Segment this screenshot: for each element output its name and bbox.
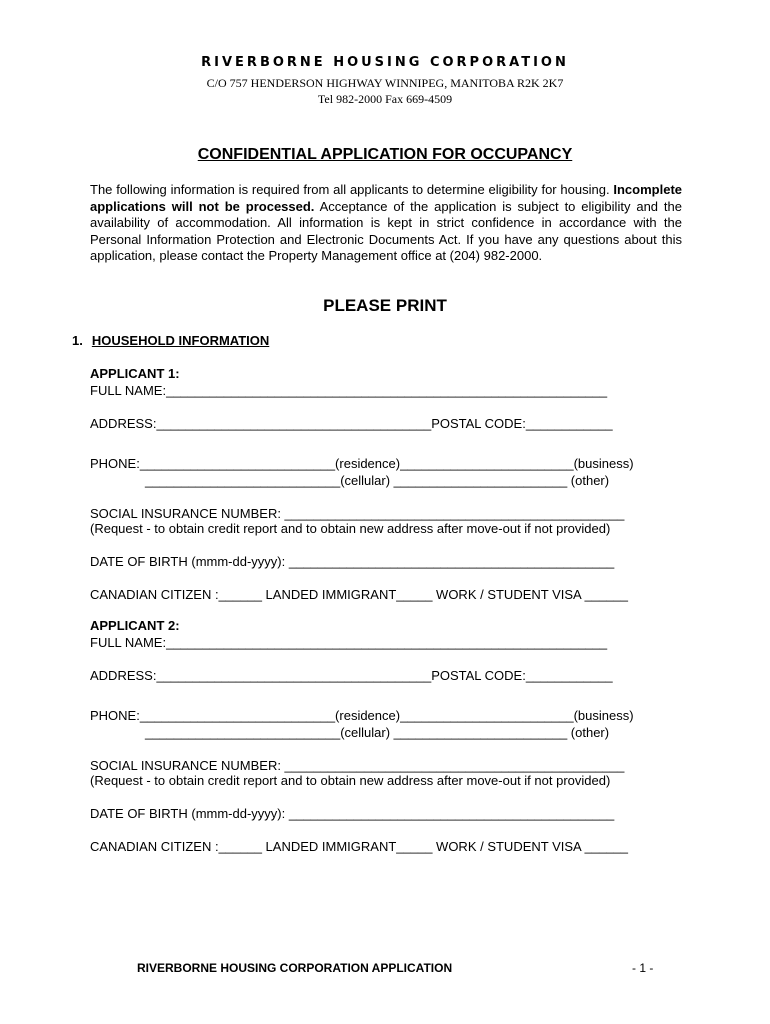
applicant2-phone-cell-field[interactable]: ___________________________(cellular) ________________________ (other): [145, 725, 610, 740]
applicant1-sin-note: (Request - to obtain credit report and to obtain new address after move-out if not provided): [90, 521, 611, 536]
applicant1-phone-cell-field[interactable]: ___________________________(cellular) ________________________ (other): [145, 473, 610, 488]
corporation-address: C/O 757 HENDERSON HIGHWAY WINNIPEG, MANITOBA R2K 2K7: [206, 76, 564, 90]
applicant2-dob-field[interactable]: DATE OF BIRTH (mmm-dd-yyyy): _____________________________________________: [90, 806, 615, 821]
section-title: HOUSEHOLD INFORMATION: [91, 333, 270, 348]
intro-paragraph: [90, 182, 682, 265]
applicant2-status-field[interactable]: CANADIAN CITIZEN :______ LANDED IMMIGRANT_____ WORK / STUDENT VISA ______: [90, 839, 628, 854]
applicant1-phone-field[interactable]: PHONE:___________________________(residence)________________________(business): [90, 456, 634, 471]
please-print-heading: PLEASE PRINT: [323, 296, 447, 315]
intro-text-2: Acceptance of the application is subject to eligibility and the availability of accommodation. All information is kept in strict confidence in accordance with the Personal Information Protection and Electronic Documents Act. If you have any questions about this application, please contact the Property Management office at (204) 982-2000.: [90, 198, 682, 264]
corporation-name: RIVERBORNE HOUSING CORPORATION: [201, 55, 569, 70]
section-household-heading: [72, 333, 269, 348]
page-number: - 1 -: [632, 961, 654, 975]
intro-text-1: The following information is required from all applicants to determine eligibility for housing.: [90, 182, 614, 197]
footer-title: RIVERBORNE HOUSING CORPORATION APPLICATION: [137, 961, 453, 975]
applicant1-sin-field[interactable]: SOCIAL INSURANCE NUMBER: _______________________________________________: [90, 506, 625, 521]
applicant1-status-field[interactable]: CANADIAN CITIZEN :______ LANDED IMMIGRANT_____ WORK / STUDENT VISA ______: [90, 587, 628, 602]
corporation-contact: Tel 982-2000 Fax 669-4509: [317, 92, 453, 106]
intro-warning: Incomplete applications will not be processed.: [90, 182, 682, 214]
applicant2-sin-note: (Request - to obtain credit report and to obtain new address after move-out if not provided): [90, 773, 611, 788]
applicant1-heading: APPLICANT 1:: [90, 366, 180, 381]
applicant2-sin-field[interactable]: SOCIAL INSURANCE NUMBER: _______________________________________________: [90, 758, 625, 773]
page-title: CONFIDENTIAL APPLICATION FOR OCCUPANCY: [197, 146, 573, 163]
section-number: 1.: [72, 333, 83, 348]
applicant1-address-field[interactable]: ADDRESS:______________________________________POSTAL CODE:____________: [90, 416, 613, 431]
applicant2-full-name-field[interactable]: FULL NAME:_____________________________________________________________: [90, 635, 608, 650]
applicant1-dob-field[interactable]: DATE OF BIRTH (mmm-dd-yyyy): _____________________________________________: [90, 554, 615, 569]
applicant1-full-name-field[interactable]: FULL NAME:_____________________________________________________________: [90, 383, 608, 398]
applicant2-heading: APPLICANT 2:: [90, 618, 180, 633]
applicant2-phone-field[interactable]: PHONE:___________________________(residence)________________________(business): [90, 708, 634, 723]
applicant2-address-field[interactable]: ADDRESS:______________________________________POSTAL CODE:____________: [90, 668, 613, 683]
